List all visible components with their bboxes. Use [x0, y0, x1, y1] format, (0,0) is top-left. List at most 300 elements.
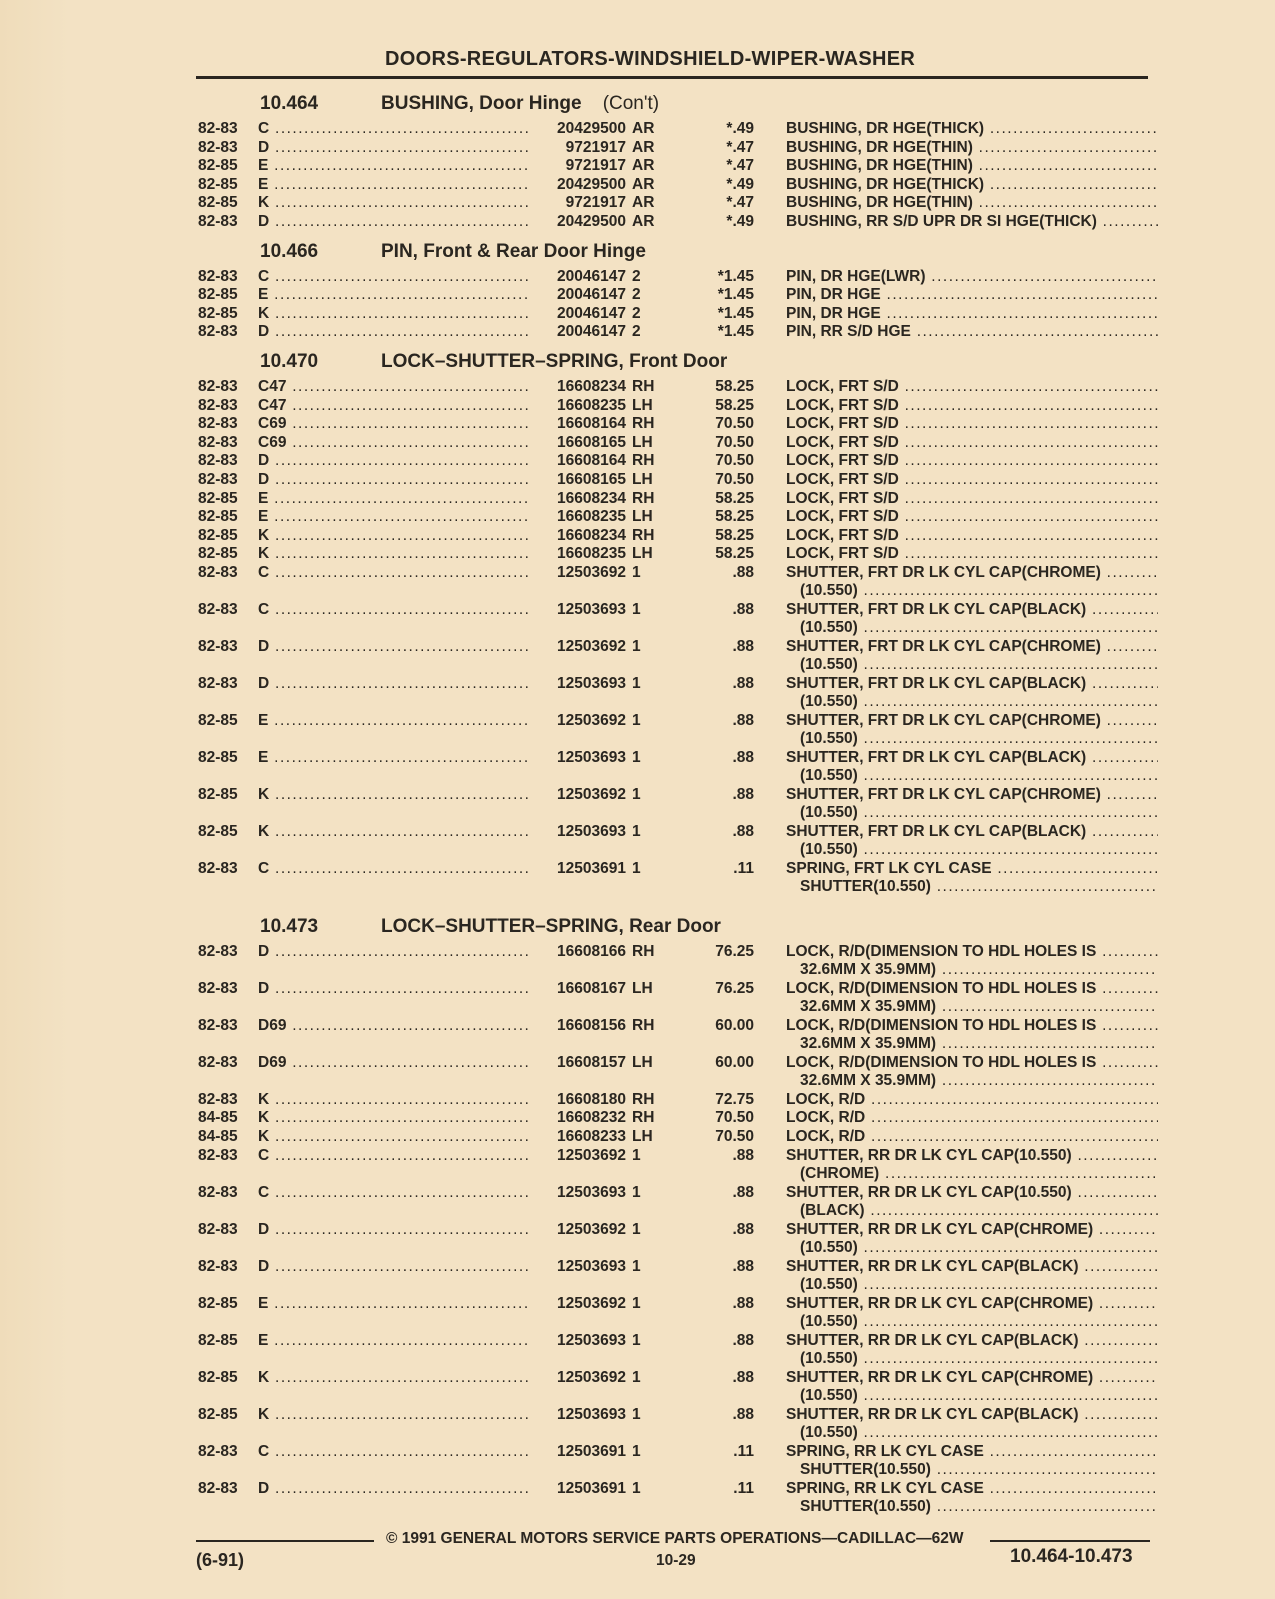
price: *.49 — [726, 120, 754, 137]
description-line: LOCK, FRT S/D ..... — [786, 415, 1158, 434]
part-description — [786, 527, 1158, 546]
price: .88 — [732, 748, 754, 766]
part-number: 20046147 — [528, 305, 626, 324]
part-description — [786, 1109, 1158, 1128]
model-code: C ..... — [258, 601, 528, 620]
part-row — [198, 213, 1158, 232]
part-description — [786, 712, 1158, 749]
model-code: D ..... — [258, 452, 528, 471]
part-description — [786, 397, 1158, 416]
description-line: (10.550) ..... — [786, 619, 1158, 638]
year-range: 84-85 — [198, 1128, 238, 1146]
section-title-text: PIN, Front & Rear Door Hinge — [381, 240, 646, 262]
part-row — [198, 490, 1158, 509]
quantity: 1 — [632, 637, 641, 655]
part-number: 12503693 — [528, 675, 626, 694]
year-range: 82-83 — [198, 396, 238, 414]
description-line: (BLACK) ..... — [786, 1202, 1158, 1221]
part-row — [198, 1147, 1158, 1184]
description-line: LOCK, R/D(DIMENSION TO HDL HOLES IS ..... — [786, 980, 1158, 999]
part-description — [786, 1221, 1158, 1258]
year-range: 84-85 — [198, 1109, 238, 1127]
quantity: 1 — [632, 1331, 641, 1349]
section-title — [381, 93, 659, 115]
part-number: 12503691 — [528, 1443, 626, 1462]
part-row — [198, 286, 1158, 305]
part-description — [786, 1480, 1158, 1517]
price: .88 — [732, 1294, 754, 1312]
model-code: D ..... — [258, 980, 528, 999]
model-code: C ..... — [258, 1147, 528, 1166]
part-description — [786, 120, 1158, 139]
description-line: (10.550) ..... — [786, 656, 1158, 675]
part-description — [786, 749, 1158, 786]
price: .88 — [732, 637, 754, 655]
description-line: SHUTTER, FRT DR LK CYL CAP(BLACK) ..... — [786, 823, 1158, 842]
section-heading — [198, 236, 1158, 268]
year-range: 82-85 — [198, 1294, 238, 1312]
part-number: 12503693 — [528, 1184, 626, 1203]
price: .88 — [732, 785, 754, 803]
part-row — [198, 378, 1158, 397]
part-description — [786, 157, 1158, 176]
part-description — [786, 305, 1158, 324]
quantity: AR — [632, 194, 655, 212]
part-description — [786, 1147, 1158, 1184]
quantity: 1 — [632, 1183, 641, 1201]
quantity: RH — [632, 377, 655, 395]
part-number: 12503693 — [528, 1406, 626, 1425]
description-line: (10.550) ..... — [786, 841, 1158, 860]
description-line: BUSHING, DR HGE(THIN) ..... — [786, 157, 1158, 176]
quantity: RH — [632, 489, 655, 507]
header-rule — [196, 76, 1148, 79]
price: .88 — [732, 674, 754, 692]
description-line: (10.550) ..... — [786, 1387, 1158, 1406]
quantity: 1 — [632, 600, 641, 618]
part-description — [786, 434, 1158, 453]
part-row — [198, 1017, 1158, 1054]
year-range: 82-85 — [198, 748, 238, 766]
year-range: 82-83 — [198, 979, 238, 997]
part-row — [198, 980, 1158, 1017]
year-range: 82-83 — [198, 1257, 238, 1275]
model-code: E ..... — [258, 157, 528, 176]
quantity: LH — [632, 1128, 653, 1146]
quantity: AR — [632, 157, 655, 175]
year-range: 82-83 — [198, 600, 238, 618]
description-line: LOCK, R/D(DIMENSION TO HDL HOLES IS ..... — [786, 1017, 1158, 1036]
part-description — [786, 1017, 1158, 1054]
price: 58.25 — [715, 489, 754, 507]
part-row — [198, 564, 1158, 601]
quantity: 1 — [632, 563, 641, 581]
section-heading — [198, 88, 1158, 120]
part-description — [786, 415, 1158, 434]
model-code: D ..... — [258, 1258, 528, 1277]
part-description — [786, 139, 1158, 158]
quantity: 1 — [632, 1479, 641, 1497]
year-range: 82-85 — [198, 785, 238, 803]
part-description — [786, 452, 1158, 471]
quantity: 1 — [632, 859, 641, 877]
year-range: 82-85 — [198, 489, 238, 507]
price: *.47 — [726, 138, 754, 156]
part-number: 16608232 — [528, 1109, 626, 1128]
price: 76.25 — [715, 942, 754, 960]
part-row — [198, 305, 1158, 324]
part-row — [198, 1128, 1158, 1147]
price: 58.25 — [715, 526, 754, 544]
quantity: RH — [632, 1016, 655, 1034]
model-code: D ..... — [258, 638, 528, 657]
price: 70.50 — [715, 1128, 754, 1146]
description-line: SHUTTER, FRT DR LK CYL CAP(CHROME) ..... — [786, 564, 1158, 583]
quantity: RH — [632, 1109, 655, 1127]
part-number: 20429500 — [528, 213, 626, 232]
model-code: C ..... — [258, 1184, 528, 1203]
price: .11 — [733, 1442, 754, 1460]
description-line: 32.6MM X 35.9MM) ..... — [786, 1072, 1158, 1091]
year-range: 82-83 — [198, 1442, 238, 1460]
section-gap — [198, 897, 1158, 911]
model-code: E ..... — [258, 490, 528, 509]
quantity: 1 — [632, 1368, 641, 1386]
description-line: 32.6MM X 35.9MM) ..... — [786, 961, 1158, 980]
description-line: LOCK, FRT S/D ..... — [786, 397, 1158, 416]
part-description — [786, 378, 1158, 397]
section-title — [381, 241, 646, 263]
year-range: 82-83 — [198, 859, 238, 877]
page-edge-shadow — [0, 0, 70, 1599]
section-number: 10.466 — [260, 240, 319, 262]
part-row — [198, 1054, 1158, 1091]
part-row — [198, 712, 1158, 749]
price: 70.50 — [715, 415, 754, 433]
description-line: LOCK, FRT S/D ..... — [786, 434, 1158, 453]
footer-rule-left — [196, 1540, 374, 1542]
model-code: K ..... — [258, 1109, 528, 1128]
quantity: AR — [632, 212, 655, 230]
model-code: K ..... — [258, 786, 528, 805]
description-line: SHUTTER, RR DR LK CYL CAP(CHROME) ..... — [786, 1295, 1158, 1314]
quantity: RH — [632, 452, 655, 470]
part-number: 16608235 — [528, 545, 626, 564]
model-code: E ..... — [258, 749, 528, 768]
part-number: 16608164 — [528, 415, 626, 434]
part-description — [786, 1054, 1158, 1091]
part-row — [198, 675, 1158, 712]
year-range: 82-83 — [198, 120, 238, 137]
year-range: 82-83 — [198, 637, 238, 655]
part-row — [198, 176, 1158, 195]
part-number: 12503693 — [528, 1258, 626, 1277]
part-description — [786, 194, 1158, 213]
description-line: LOCK, R/D ..... — [786, 1091, 1158, 1110]
description-line: (10.550) ..... — [786, 1276, 1158, 1295]
description-line: PIN, DR HGE(LWR) ..... — [786, 268, 1158, 287]
description-line: SHUTTER, RR DR LK CYL CAP(10.550) ..... — [786, 1184, 1158, 1203]
year-range: 82-85 — [198, 304, 238, 322]
part-number: 16608233 — [528, 1128, 626, 1147]
description-line: BUSHING, DR HGE(THICK) ..... — [786, 120, 1158, 139]
model-code: K ..... — [258, 305, 528, 324]
part-row — [198, 1480, 1158, 1517]
year-range: 82-83 — [198, 138, 238, 156]
price: .88 — [732, 711, 754, 729]
footer-page-number: 10-29 — [656, 1552, 696, 1569]
part-description — [786, 675, 1158, 712]
quantity: 1 — [632, 1294, 641, 1312]
quantity: RH — [632, 415, 655, 433]
section-title-text: BUSHING, Door Hinge — [381, 93, 582, 114]
part-description — [786, 1184, 1158, 1221]
year-range: 82-83 — [198, 1053, 238, 1071]
description-line: (10.550) ..... — [786, 1239, 1158, 1258]
year-range: 82-85 — [198, 175, 238, 193]
description-line: SHUTTER, FRT DR LK CYL CAP(BLACK) ..... — [786, 749, 1158, 768]
quantity: LH — [632, 979, 653, 997]
part-row — [198, 1332, 1158, 1369]
description-line: SHUTTER, FRT DR LK CYL CAP(CHROME) ..... — [786, 638, 1158, 657]
part-description — [786, 1258, 1158, 1295]
part-number: 12503691 — [528, 860, 626, 879]
model-code: C69 ..... — [258, 415, 528, 434]
section-number: 10.473 — [260, 915, 319, 937]
year-range: 82-83 — [198, 1183, 238, 1201]
part-description — [786, 980, 1158, 1017]
price: 58.25 — [715, 396, 754, 414]
part-description — [786, 1295, 1158, 1332]
description-line: (10.550) ..... — [786, 730, 1158, 749]
description-line: SHUTTER, FRT DR LK CYL CAP(BLACK) ..... — [786, 675, 1158, 694]
part-number: 16608165 — [528, 471, 626, 490]
price: *.47 — [726, 157, 754, 175]
description-line: LOCK, FRT S/D ..... — [786, 452, 1158, 471]
part-row — [198, 601, 1158, 638]
description-line: BUSHING, RR S/D UPR DR SI HGE(THICK) ..... — [786, 213, 1158, 232]
part-description — [786, 490, 1158, 509]
quantity: 1 — [632, 1220, 641, 1238]
model-code: K ..... — [258, 194, 528, 213]
description-line: SHUTTER, RR DR LK CYL CAP(10.550) ..... — [786, 1147, 1158, 1166]
part-row — [198, 1258, 1158, 1295]
quantity: LH — [632, 508, 653, 526]
part-description — [786, 786, 1158, 823]
part-number: 20429500 — [528, 176, 626, 195]
part-description — [786, 823, 1158, 860]
description-line: (CHROME) ..... — [786, 1165, 1158, 1184]
part-number: 16608156 — [528, 1017, 626, 1036]
part-description — [786, 860, 1158, 897]
model-code: C ..... — [258, 1443, 528, 1462]
model-code: K ..... — [258, 1091, 528, 1110]
description-line: PIN, DR HGE ..... — [786, 286, 1158, 305]
section-number: 10.470 — [260, 350, 319, 372]
model-code: D ..... — [258, 1221, 528, 1240]
description-line: LOCK, R/D ..... — [786, 1109, 1158, 1128]
description-line: BUSHING, DR HGE(THIN) ..... — [786, 194, 1158, 213]
part-description — [786, 268, 1158, 287]
description-line: 32.6MM X 35.9MM) ..... — [786, 998, 1158, 1017]
part-number: 12503693 — [528, 601, 626, 620]
part-description — [786, 564, 1158, 601]
model-code: C ..... — [258, 120, 528, 139]
description-line: SHUTTER, RR DR LK CYL CAP(BLACK) ..... — [786, 1406, 1158, 1425]
model-code: C47 ..... — [258, 378, 528, 397]
price: 70.50 — [715, 1109, 754, 1127]
year-range: 82-85 — [198, 157, 238, 175]
year-range: 82-83 — [198, 267, 238, 285]
year-range: 82-83 — [198, 1090, 238, 1108]
description-line: (10.550) ..... — [786, 1350, 1158, 1369]
section-heading — [198, 346, 1158, 378]
part-number: 20046147 — [528, 268, 626, 287]
part-number: 9721917 — [528, 157, 626, 176]
price: 70.50 — [715, 433, 754, 451]
price: .88 — [732, 1183, 754, 1201]
part-row — [198, 415, 1158, 434]
quantity: LH — [632, 396, 653, 414]
quantity: 1 — [632, 748, 641, 766]
part-row — [198, 1295, 1158, 1332]
description-line: (10.550) ..... — [786, 693, 1158, 712]
model-code: E ..... — [258, 1295, 528, 1314]
price: 58.25 — [715, 508, 754, 526]
model-code: C ..... — [258, 860, 528, 879]
part-description — [786, 176, 1158, 195]
model-code: D ..... — [258, 139, 528, 158]
part-number: 20046147 — [528, 323, 626, 342]
year-range: 82-83 — [198, 212, 238, 230]
part-row — [198, 638, 1158, 675]
quantity: 2 — [632, 304, 641, 322]
part-number: 16608165 — [528, 434, 626, 453]
description-line: SHUTTER(10.550) ..... — [786, 1498, 1158, 1517]
part-description — [786, 1332, 1158, 1369]
part-description — [786, 471, 1158, 490]
price: *1.45 — [717, 286, 754, 304]
section-title-text: LOCK–SHUTTER–SPRING, Rear Door — [381, 915, 721, 937]
part-number: 12503693 — [528, 749, 626, 768]
part-number: 12503692 — [528, 1369, 626, 1388]
quantity: LH — [632, 470, 653, 488]
part-number: 12503692 — [528, 638, 626, 657]
part-row — [198, 434, 1158, 453]
description-line: SHUTTER, RR DR LK CYL CAP(CHROME) ..... — [786, 1369, 1158, 1388]
part-description — [786, 943, 1158, 980]
description-line: SHUTTER, FRT DR LK CYL CAP(CHROME) ..... — [786, 712, 1158, 731]
price: .88 — [732, 1257, 754, 1275]
parts-listing — [198, 88, 1158, 1517]
part-description — [786, 508, 1158, 527]
part-number: 16608180 — [528, 1091, 626, 1110]
quantity: LH — [632, 545, 653, 563]
part-row — [198, 943, 1158, 980]
year-range: 82-83 — [198, 470, 238, 488]
model-code: E ..... — [258, 508, 528, 527]
model-code: K ..... — [258, 1128, 528, 1147]
price: .88 — [732, 822, 754, 840]
description-line: PIN, DR HGE ..... — [786, 305, 1158, 324]
description-line: SHUTTER, RR DR LK CYL CAP(BLACK) ..... — [786, 1258, 1158, 1277]
model-code: E ..... — [258, 712, 528, 731]
year-range: 82-85 — [198, 286, 238, 304]
year-range: 82-85 — [198, 526, 238, 544]
description-line: (10.550) ..... — [786, 1424, 1158, 1443]
description-line: LOCK, R/D(DIMENSION TO HDL HOLES IS ..... — [786, 1054, 1158, 1073]
year-range: 82-83 — [198, 942, 238, 960]
part-row — [198, 120, 1158, 139]
part-row — [198, 1406, 1158, 1443]
year-range: 82-83 — [198, 674, 238, 692]
quantity: 2 — [632, 267, 641, 285]
price: .88 — [732, 1220, 754, 1238]
part-number: 16608234 — [528, 378, 626, 397]
model-code: C69 ..... — [258, 434, 528, 453]
part-row — [198, 1184, 1158, 1221]
part-number: 16608235 — [528, 508, 626, 527]
part-number: 16608164 — [528, 452, 626, 471]
year-range: 82-85 — [198, 545, 238, 563]
price: .11 — [733, 859, 754, 877]
part-number: 16608235 — [528, 397, 626, 416]
part-row — [198, 268, 1158, 287]
year-range: 82-85 — [198, 194, 238, 212]
part-number: 12503692 — [528, 1221, 626, 1240]
price: 70.50 — [715, 452, 754, 470]
quantity: 1 — [632, 822, 641, 840]
description-line: LOCK, R/D(DIMENSION TO HDL HOLES IS ..... — [786, 943, 1158, 962]
part-description — [786, 545, 1158, 564]
model-code: K ..... — [258, 527, 528, 546]
model-code: C ..... — [258, 564, 528, 583]
description-line: LOCK, FRT S/D ..... — [786, 471, 1158, 490]
price: .88 — [732, 1405, 754, 1423]
part-row — [198, 1443, 1158, 1480]
model-code: D69 ..... — [258, 1017, 528, 1036]
quantity: AR — [632, 120, 655, 137]
description-line: SHUTTER, FRT DR LK CYL CAP(BLACK) ..... — [786, 601, 1158, 620]
part-number: 12503692 — [528, 564, 626, 583]
part-row — [198, 1109, 1158, 1128]
price: 76.25 — [715, 979, 754, 997]
part-number: 12503693 — [528, 1332, 626, 1351]
part-number: 16608157 — [528, 1054, 626, 1073]
price: *1.45 — [717, 267, 754, 285]
price: 60.00 — [715, 1053, 754, 1071]
quantity: RH — [632, 1090, 655, 1108]
price: .88 — [732, 1368, 754, 1386]
part-number: 9721917 — [528, 139, 626, 158]
description-line: LOCK, R/D ..... — [786, 1128, 1158, 1147]
year-range: 82-85 — [198, 1368, 238, 1386]
year-range: 82-83 — [198, 563, 238, 581]
part-row — [198, 1221, 1158, 1258]
model-code: K ..... — [258, 545, 528, 564]
price: 58.25 — [715, 545, 754, 563]
part-row — [198, 323, 1158, 342]
part-description — [786, 286, 1158, 305]
description-line: (10.550) ..... — [786, 804, 1158, 823]
quantity: RH — [632, 942, 655, 960]
description-line: SHUTTER, RR DR LK CYL CAP(BLACK) ..... — [786, 1332, 1158, 1351]
description-line: SPRING, RR LK CYL CASE ..... — [786, 1443, 1158, 1462]
part-description — [786, 1406, 1158, 1443]
model-code: K ..... — [258, 1406, 528, 1425]
price: *.49 — [726, 175, 754, 193]
quantity: 2 — [632, 286, 641, 304]
